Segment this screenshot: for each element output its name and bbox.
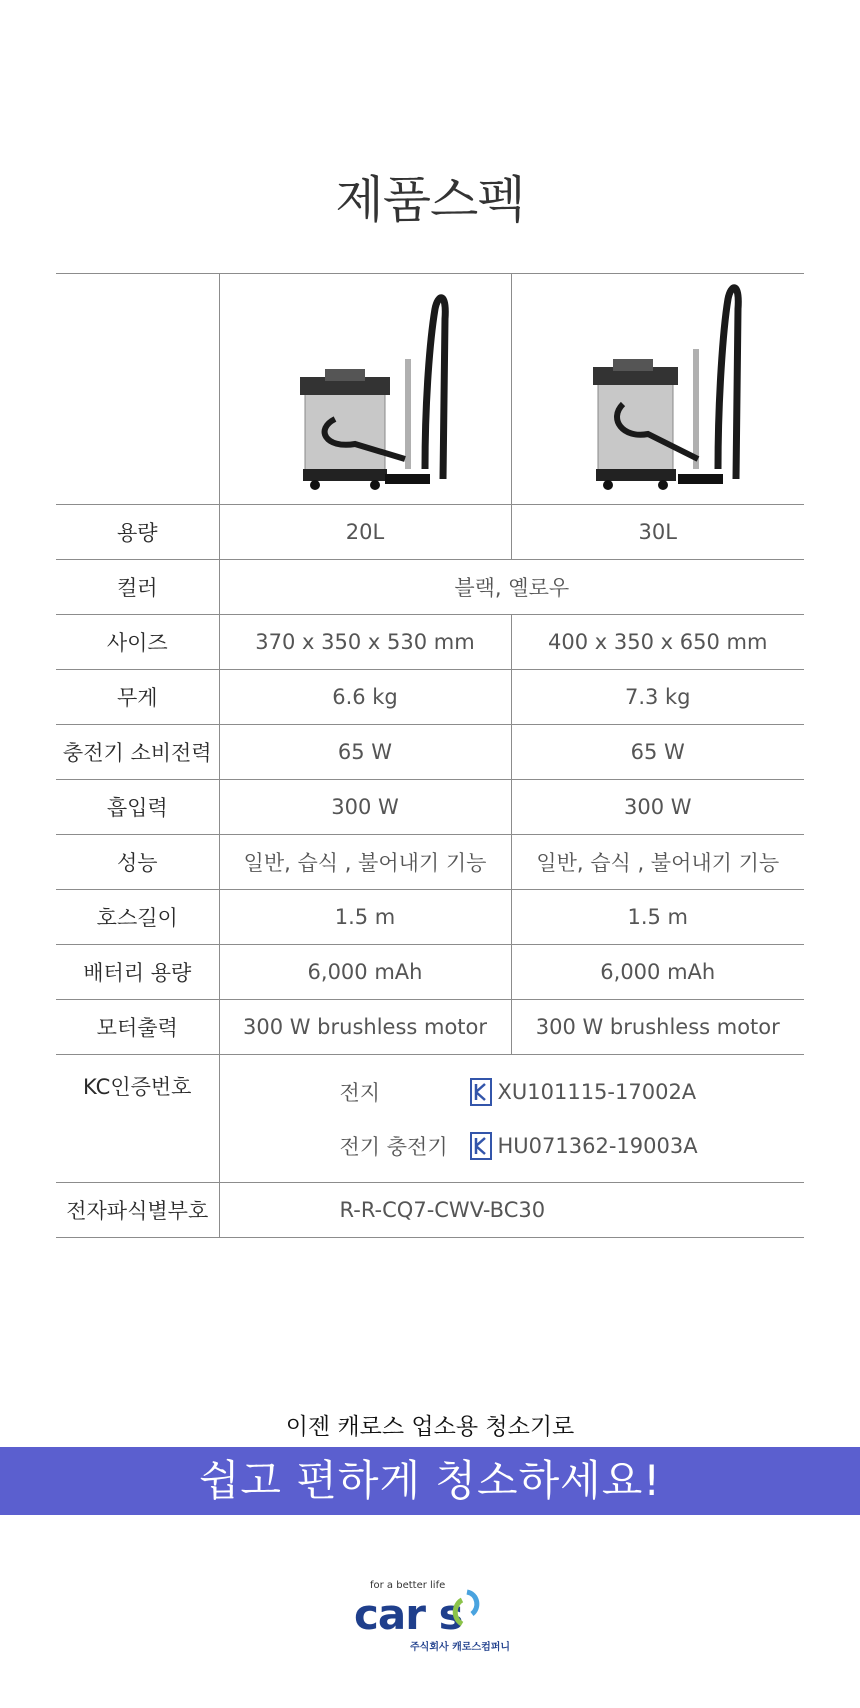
value-30l: 1.5 m xyxy=(511,890,804,945)
value-20l: 300 W brushless motor xyxy=(219,1000,511,1055)
kc-item-name: 전기 충전기 xyxy=(339,1135,448,1159)
value-30l: 65 W xyxy=(511,725,804,780)
spec-row-kc xyxy=(56,1055,804,1183)
row-label: 흡입력 xyxy=(56,780,219,835)
value-30l: 일반, 습식 , 불어내기 기능 xyxy=(511,835,804,890)
spec-row-color xyxy=(56,560,804,615)
spec-row-performance xyxy=(56,835,804,890)
row-label: 충전기 소비전력 xyxy=(56,725,219,780)
slogan-main: 쉽고 편하게 청소하세요! xyxy=(198,1456,662,1505)
kc-item-battery xyxy=(340,1077,697,1107)
spec-table xyxy=(56,273,804,1238)
brand-logo xyxy=(350,1580,520,1653)
spec-row-suction xyxy=(56,780,804,835)
spec-row-battery xyxy=(56,945,804,1000)
kc-mark-icon xyxy=(470,1132,492,1160)
spec-row-charger-power xyxy=(56,725,804,780)
value-merged: 블랙, 옐로우 xyxy=(219,560,804,615)
slogan-sub: 이젠 캐로스 업소용 청소기로 xyxy=(285,1414,575,1440)
row-label: 사이즈 xyxy=(56,615,219,670)
slogan-banner xyxy=(0,1447,860,1515)
row-label: 배터리 용량 xyxy=(56,945,219,1000)
row-label: 모터출력 xyxy=(56,1000,219,1055)
value-30l: 300 W brushless motor xyxy=(511,1000,804,1055)
value-20l: 300 W xyxy=(219,780,511,835)
row-label: KC인증번호 xyxy=(56,1055,219,1183)
product-image-row xyxy=(56,274,804,505)
row-label: 전자파식별부호 xyxy=(56,1183,219,1238)
radio-id-value: R-R-CQ7-CWV-BC30 xyxy=(219,1183,804,1238)
kc-item-name: 전지 xyxy=(339,1081,381,1105)
value-20l: 20L xyxy=(219,505,511,560)
spec-row-capacity xyxy=(56,505,804,560)
value-30l: 400 x 350 x 650 mm xyxy=(511,615,804,670)
value-20l: 370 x 350 x 530 mm xyxy=(219,615,511,670)
spec-row-hose-length xyxy=(56,890,804,945)
kc-item-charger xyxy=(340,1131,698,1161)
value-20l: 6.6 kg xyxy=(219,670,511,725)
spec-row-motor xyxy=(56,1000,804,1055)
value-20l: 일반, 습식 , 불어내기 기능 xyxy=(219,835,511,890)
empty-cell xyxy=(56,274,219,505)
logo-tagline: for a better life xyxy=(370,1580,446,1591)
kc-certifications xyxy=(219,1055,804,1183)
kc-mark-icon xyxy=(470,1078,492,1106)
logo-company: 주식회사 캐로스컴퍼니 xyxy=(410,1642,511,1653)
row-label: 무게 xyxy=(56,670,219,725)
row-label: 성능 xyxy=(56,835,219,890)
kc-item-code: XU101115-17002A xyxy=(497,1080,697,1104)
logo-wordmark: car s xyxy=(354,1590,463,1639)
row-label: 컬러 xyxy=(56,560,219,615)
value-30l: 300 W xyxy=(511,780,804,835)
vacuum-30l-image xyxy=(511,274,804,505)
value-30l: 6,000 mAh xyxy=(511,945,804,1000)
spec-row-weight xyxy=(56,670,804,725)
value-30l: 7.3 kg xyxy=(511,670,804,725)
logo-swirl-icon xyxy=(450,1588,484,1628)
row-label: 용량 xyxy=(56,505,219,560)
kc-item-code: HU071362-19003A xyxy=(497,1134,698,1158)
value-20l: 1.5 m xyxy=(219,890,511,945)
value-30l: 30L xyxy=(511,505,804,560)
value-20l: 6,000 mAh xyxy=(219,945,511,1000)
vacuum-20l-image xyxy=(219,274,511,505)
spec-row-radio-id xyxy=(56,1183,804,1238)
spec-row-size xyxy=(56,615,804,670)
value-20l: 65 W xyxy=(219,725,511,780)
page-title: 제품스펙 xyxy=(335,171,525,229)
row-label: 호스길이 xyxy=(56,890,219,945)
